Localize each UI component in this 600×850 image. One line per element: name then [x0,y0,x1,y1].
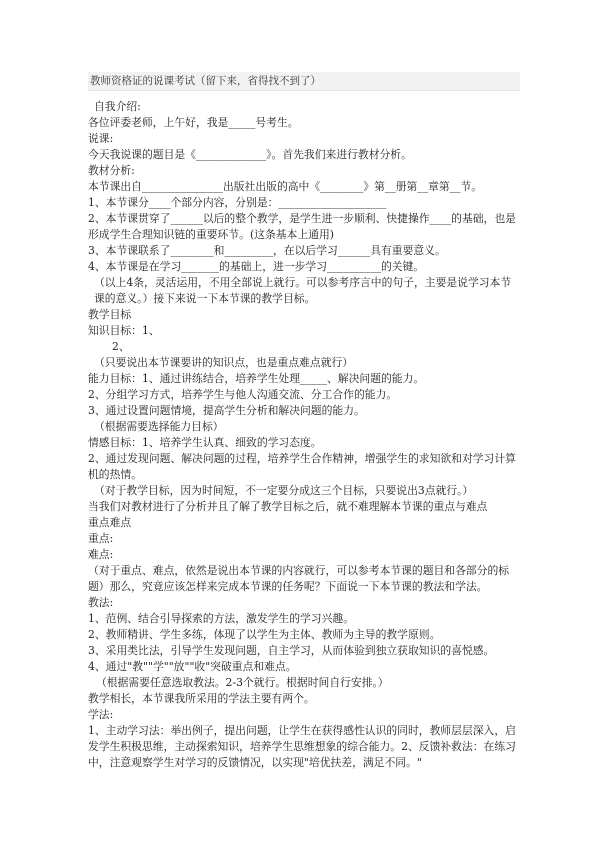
paragraph-line: 各位评委老师，上午好，我是_____号考生。 [88,116,299,129]
note-line: （对于教学目标，因为时间短，不一定要分成这三个目标，只要说出3点就行。） [94,484,474,497]
paragraph-line: 教学相长，本节课我所采用的学法主要有两个。 [88,692,315,705]
section-heading-key-points: 重点难点 [88,516,132,529]
list-item: 4、本节课是在学习_______的基础上，进一步学习__________的关键。 [88,260,425,273]
list-item: 1、范例、结合引导探索的方法，激发学生的学习兴趣。 [88,612,354,625]
list-item: 4、通过"教""学""放""收"突破重点和难点。 [88,660,297,673]
paragraph-line: 当我们对教材进行了分析并且了解了教学目标之后，就不难理解本节课的重点与难点 [88,500,488,513]
list-item: 知识目标：1、 [88,324,160,337]
list-item: 能力目标：1、通过讲练结合，培养学生处理_____、解决问题的能力。 [88,372,425,385]
list-item: 2、教师精讲、学生多练，体现了以学生为主体、教师为主导的教学原则。 [88,628,441,641]
list-item: 2、本节课贯穿了______以后的整个教学，是学生进一步顺利、快捷操作____的基础，也是形成学生合理知识链的重要环节。(这条基本上通用) [88,212,516,241]
section-heading-lecture: 说课: [88,132,114,145]
paragraph-line: 本节课出自_______________出版社出版的高中《________》第__册第__章第__节。 [88,180,483,193]
paragraph-line: 1、主动学习法：举出例子，提出问题，让学生在获得感性认识的同时，教师层层深入，启发学生积极思维，主动探索知识，培养学生思维想象的综合能力。2、反馈补救法：在练习中，注意观察学生对学习的反馈情况，以实现"培优扶差，满足不同。" [88,724,516,769]
list-item: 情感目标：1、培养学生认真、细致的学习态度。 [88,436,322,449]
list-item: 1、本节课分____个部分内容，分别是：____________________ [88,196,387,209]
list-item: 2、分组学习方式，培养学生与他人沟通交流、分工合作的能力。 [88,388,398,401]
section-heading-learning-methods: 学法: [88,708,114,721]
note-paragraph: （对于重点、难点，依然是说出本节课的内容就行，可以参考本节课的题目和各部分的标题）那么，究竟应该怎样来完成本节课的任务呢？下面说一下本节课的教法和学法。 [88,564,510,593]
note-line: （只要说出本节课要讲的知识点，也是重点难点就行） [94,356,354,369]
label-key-point: 重点: [88,532,114,545]
list-item: 3、采用类比法，引导学生发现问题，自主学习，从而体验到独立获取知识的喜悦感。 [88,644,495,657]
list-item: 2、 [112,340,130,353]
paragraph-line: 今天我说课的题目是《_____________》。首先我们来进行教材分析。 [88,148,412,161]
note-line: （根据需要任意选取教法。2-3个就行。根据时间自行安排。） [96,676,389,689]
document-page [88,72,520,771]
section-heading-self-intro: 自我介绍: [94,100,141,113]
note-line: （根据需要选择能力目标） [94,420,224,433]
section-heading-teaching-methods: 教法: [88,596,114,609]
list-item: 2、通过发现问题、解决问题的过程，培养学生合作精神，增强学生的求知欲和对学习计算机的热情。 [88,452,516,481]
document-title: 教师资格证的说课考试（留下来，省得找不到了） [88,72,520,91]
section-heading-teaching-goals: 教学目标 [88,308,132,321]
section-heading-material-analysis: 教材分析: [88,164,135,177]
list-item: 3、通过设置问题情境，提高学生分析和解决问题的能力。 [88,404,365,417]
note-paragraph: （以上4条，灵活运用，不用全部说上就行。可以参考序言中的句子，主要是说学习本节课的意义。）接下来说一下本节课的教学目标。 [94,276,512,305]
label-difficult-point: 难点: [88,548,114,561]
list-item: 3、本节课联系了________和_________，在以后学习______具有重要意义。 [88,244,446,257]
